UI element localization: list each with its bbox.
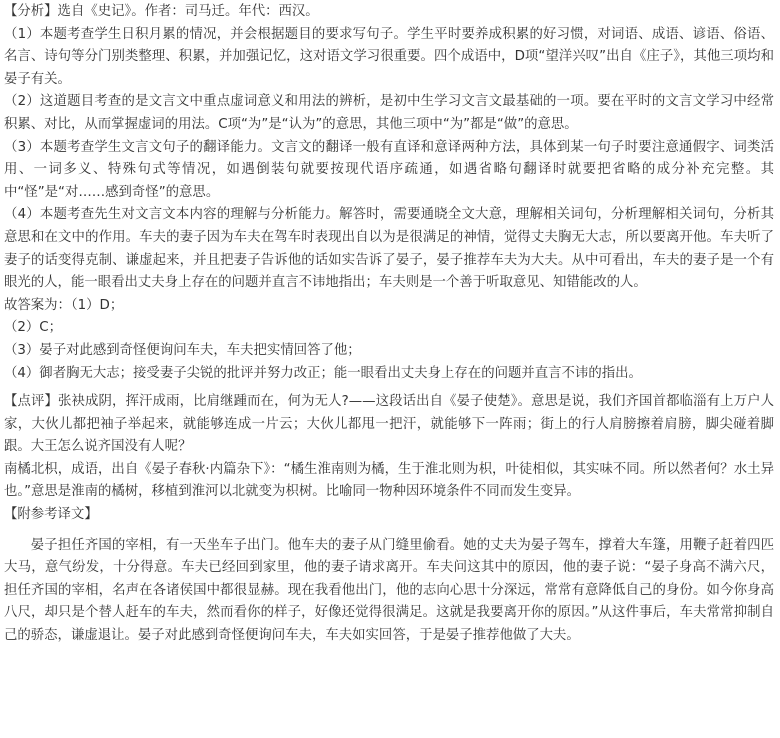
comment-paragraph-2: 南橘北枳，成语，出自《晏子春秋·内篇杂下》：“橘生淮南则为橘，生于淮北则为枳，叶徒相似，其实味不同。所以然者何？水土异也。”意思是淮南的橘树，移植到淮河以北就变为枳树。比喻同一物种因环境条件不同而发生变异。 — [4, 461, 774, 500]
analysis-section — [4, 1, 774, 385]
translation-body: 晏子担任齐国的宰相，有一天坐车子出门。他车夫的妻子从门缝里偷看。她的丈夫为晏子驾车，撑着大车篷，用鞭子赶着四匹大马，意气纷发，十分得意。车夫已经回到家里，他的妻子请求离开。车夫问这其中的原因，他的妻子说：“晏子身高不满六尺，担任齐国的宰相，名声在各诸侯国中都很显赫。现在我看他出门，他的志向心思十分深远，常常有意降低自己的身份。如今你身高八尺，却只是个替人赶车的车夫，然而看你的样子，好像还觉得很满足。这就是我要离开你的原因。”从这件事后，车夫常常抑制自己的骄态，谦虚退让。晏子对此感到奇怪便询问车夫，车夫如实回答，于是晏子推荐他做了大夫。 — [4, 537, 774, 644]
answer-line-1: 故答案为：（1）D； — [4, 297, 124, 313]
answer-line-3: （3）晏子对此感到奇怪便询问车夫，车夫把实情回答了他； — [4, 342, 361, 358]
analysis-point-1: （1）本题考查学生日积月累的情况，并会根据题目的要求写句子。学生平时要养成积累的好习惯，对词语、成语、谚语、俗语、名言、诗句等分门别类整理、积累，并加强记忆，这对语文学习很重要。四个成语中，D项“望洋兴叹”出自《庄子》，其他三项均和晏子有关。 — [4, 26, 774, 87]
analysis-intro: 【分析】选自《史记》。作者：司马迁。年代：西汉。 — [4, 4, 319, 19]
analysis-point-3: （3）本题考查学生文言文句子的翻译能力。文言文的翻译一般有直译和意译两种方法，具体到某一句子时要注意通假字、词类活用、一词多义、特殊句式等情况，如遇倒装句就要按现代语序疏通，如遇省略句翻译时就要把省略的成分补充完整。其中“怪”是“对……感到奇怪”的意思。 — [4, 139, 774, 200]
comment-paragraph-1: 【点评】张袂成阴，挥汗成雨，比肩继踵而在，何为无人?——这段话出自《晏子使楚》。意思是说，我们齐国首都临淄有上万户人家，大伙儿都把袖子举起来，就能够连成一片云；大伙儿都甩一把汗，就能够下一阵雨；街上的行人肩膀擦着肩膀，脚尖碰着脚跟。大王怎么说齐国没有人呢？ — [4, 394, 774, 455]
answer-line-2: （2）C； — [4, 320, 63, 336]
translation-heading: 【附参考译文】 — [4, 507, 98, 523]
translation-section — [4, 504, 774, 648]
analysis-point-4: （4）本题考查先生对文言文本内容的理解与分析能力。解答时，需要通晓全文大意，理解相关词句，分析理解相关词句，分析其意思和在文中的作用。车夫的妻子因为车夫在驾车时表现出自以为是很满足的神情，觉得丈夫胸无大志，所以要离开他。车夫听了妻子的话变得克制、谦虚起来，并且把妻子告诉他的话如实告诉了晏子，晏子推荐车夫为大夫。从中可看出，车夫的妻子是一个有眼光的人，能一眼看出丈夫身上存在的问题并直言不讳地指出；车夫则是一个善于听取意见、知错能改的人。 — [4, 207, 774, 291]
answer-line-4: （4）御者胸无大志；接受妻子尖锐的批评并努力改正；能一眼看出丈夫身上存在的问题并直言不讳的指出。 — [4, 365, 642, 381]
analysis-point-2: （2）这道题目考查的是文言文中重点虚词意义和用法的辨析，是初中生学习文言文最基础的一项。要在平时的文言文学习中经常积累、对比，从而掌握虚词的用法。C项“为”是“认为”的意思，其他三项中“为”都是“做”的意思。 — [4, 94, 774, 132]
translation-spacer — [4, 527, 774, 535]
comment-section — [4, 391, 774, 504]
